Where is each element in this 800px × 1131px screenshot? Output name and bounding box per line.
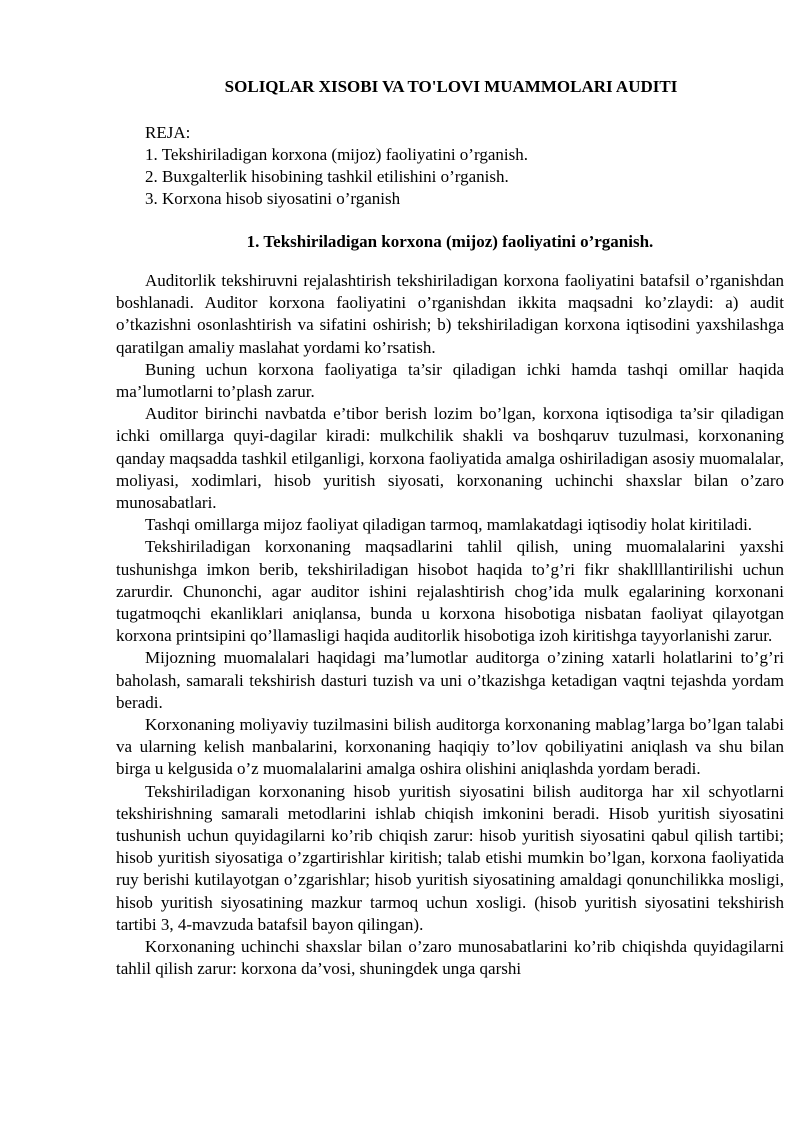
plan-list xyxy=(145,122,528,210)
paragraph: Buning uchun korxona faoliyatiga ta’sir qiladigan ichki hamda tashqi omillar haqida ma’lumotlarni to’plash zarur. xyxy=(116,359,784,402)
plan-item: 1. Tekshiriladigan korxona (mijoz) faoliyatini o’rganish. xyxy=(145,145,528,164)
plan-item: 2. Buxgalterlik hisobining tashkil etilishini o’rganish. xyxy=(145,167,509,186)
document-title: SOLIQLAR XISOBI VA TO'LOVI MUAMMOLARI AUDITI xyxy=(224,77,678,96)
paragraph: Auditorlik tekshiruvni rejalashtirish tekshiriladigan korxona faoliyatini batafsil o’rganishdan boshlanadi. Auditor korxona faoliyatini o’rganishdan ikkita maqsadni ko’zlaydi: a) audit o’tkazishni osonlashtirish va sifatini oshirish; b) tekshiriladigan korxona iqtisodini yaxshilashga qaratilgan amaliy maslahat yordami ko’rsatish. xyxy=(116,271,784,357)
paragraph: Korxonaning moliyaviy tuzilmasini bilish auditorga korxonaning mablag’larga bo’lgan talabi va ularning kelish manbalarini, korxonaning haqiqiy to’lov qobiliyatini aniqlash va shu bilan birga u kelgusida o’z muomalalarini amalga oshira olishini aniqlashda yordam beradi. xyxy=(116,715,784,779)
paragraph: Korxonaning uchinchi shaxslar bilan o’zaro munosabatlarini ko’rib chiqishda quyidagilarni tahlil qilish zarur: korxona da’vosi, shuningdek unga qarshi xyxy=(116,937,784,979)
paragraph: Tekshiriladigan korxonaning hisob yuritish siyosatini bilish auditorga har xil schyotlarni tekshirishning samarali metodlarini ishlab chiqish imkonini beradi. Hisob yuritish siyosatini tushunish uchun quyidagilarni ko’rib chiqish zarur: hisob yuritish siyosatini qabul qilish tartibi; hisob yuritish siyosatiga o’zgartirishlar kiritish; talab etishi mumkin bo’lgan, korxona faoliyatida ruy berishi kutilayotgan o’zgarishlar; hisob yuritish siyosatining amaldagi qonunchilikka mosligi, hisob yuritish siyosatining mazkur tarmoq uchun xosligi. (hisob yuritish siyosatini tekshirish tartibi 3, 4-mavzuda batafsil bayon qilingan). xyxy=(116,781,784,934)
paragraph: Tekshiriladigan korxonaning maqsadlarini tahlil qilish, uning muomalalarini yaxshi tushunishga imkon berib, tekshiriladigan hisobot haqida to’g’ri fikr shakllllantirilishi uchun zarurdir. Chunonchi, agar auditor ishini rejalashtirish chog’ida mulk egalarining korxonani tugatmoqchi ekanliklari aniqlansa, bunda u korxona hisobotiga nisbatan faoliyat qilayotgan korxona printsipini qo’llamasligi haqida auditorlik hisobotiga izoh kiritishga tayyorlanishi zarur. xyxy=(116,537,784,646)
body-text xyxy=(116,270,784,981)
paragraph: Auditor birinchi navbatda e’tibor berish lozim bo’lgan, korxona iqtisodiga ta’sir qiladigan ichki omillarga quyi-dagilar kiradi: mulkchilik shakli va boshqaruv tuzulmasi, korxonaning qanday maqsadda tashkil etilganligi, korxona faoliyatida amalga oshiriladigan asosiy muomalalar, moliyasi, xodimlari, hisob yuritish siyosati, korxonaning uchinchi shaxslar bilan o’zaro munosabatlari. xyxy=(116,404,784,513)
paragraph: Mijozning muomalalari haqidagi ma’lumotlar auditorga o’zining xatarli holatlarini to’g’ri baholash, samarali tekshirish dasturi tuzish va uni o’tkazishga ketadigan vaqtni tejashda yordam beradi. xyxy=(116,648,784,712)
plan-item: 3. Korxona hisob siyosatini o’rganish xyxy=(145,189,401,208)
paragraph: Tashqi omillarga mijoz faoliyat qiladigan tarmoq, mamlakatdagi iqtisodiy holat kiritiladi. xyxy=(145,515,753,535)
section-heading: 1. Tekshiriladigan korxona (mijoz) faoliyatini o’rganish. xyxy=(246,232,654,251)
plan-heading: REJA: xyxy=(145,123,191,142)
